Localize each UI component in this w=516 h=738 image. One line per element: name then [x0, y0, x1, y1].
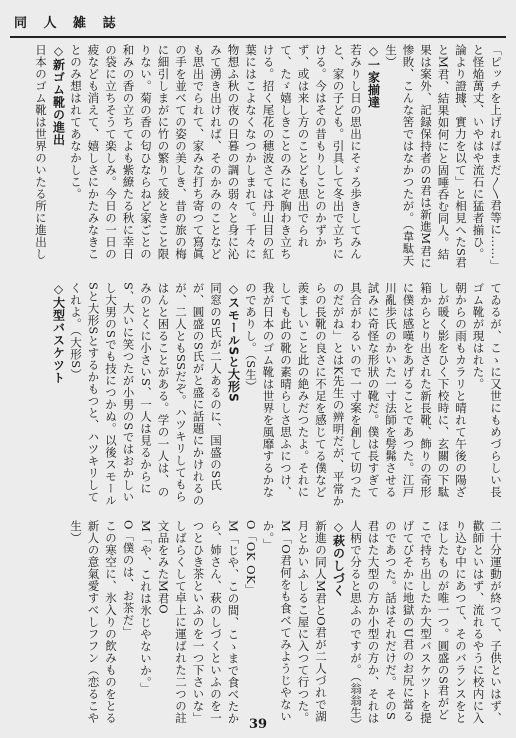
page-number: 39 — [248, 717, 268, 732]
dialogue-line: O「僕のは、お茶だ」 — [121, 520, 136, 638]
text-paragraph: 朝からの雨もカラリと晴れて午後の陽ざしが暖く影をひく下校時に、玄關の下駄箱からとり出された新長靴、飾りの奇形に僕は感嘆をあげることであつた。江戸川亂歩氏のかいた一寸法師を髣髴させる試みに奇怪な形狀の靴だ。僕は長すぎて具合がわるいので一寸案を創して切つたのだがね」とはK先生の辨明だが、平常からの長靴の良さに不足を感じてる僕など羨ましいこと此の絶みだつたよ。それにしても此の靴の素晴らしさ思ふにつけ、我が日本のゴム靴は世界を風靡するかなのでありし。（S生） — [244, 282, 468, 508]
text-paragraph: てゐるが、こゝに又世にもめづらしい長ゴム靴が現はれた。 — [471, 282, 503, 498]
section-heading: ◇一家揃達 — [366, 44, 381, 109]
text-paragraph: 二十分運動が終つて、子供といはず、歡師といはず、流れるやうに校内に入り込む中にあつて、そのバランスをとほしたものが唯一つ。圓盛のS君がどこで持ち出したか大型バスケツトを提げてびそかに地獄のU君のお尻に當るのであつた。話はそれだけだ。そのS君はた大型の方か小型の方か、それは人柄で分ると思ふのですが。（翁翁生） — [349, 520, 503, 730]
text-paragraph: しばらくして卓上に運ばれた二つの註文品をみたM君O — [156, 520, 188, 724]
dialogue-line: M「じや、この間、こゝまで食べたから、姉さん、萩のしづくといふのを一つとひき茶といふのを一つ下さいな」 — [191, 520, 241, 725]
text-paragraph: 同窓のS氏が二人あるのに、国盛のS氏が、圓盛のS氏がと盛に話題にかけれるのが、二人ともSSだぞ。ハツキリしてもらはんと困ることがある。学の一人は、のみのとくに小さいS、一人は見るからにS、大いに笑つたが小男のSではおかしいし大男のSでも技につかぬ。以後スモールSと大形Sとするかもつと、ハツキリしてくれよ。（大形S） — [69, 282, 223, 507]
text-tier-1 — [12, 44, 504, 270]
text-paragraph: 新進の同人M君とO君が二人づれで湖月とかいふしるこ屋に入つて行つた。 — [296, 520, 328, 724]
page-header: 同 人 雑 誌 — [14, 16, 122, 31]
section-heading: ◇新ゴム靴の進出 — [51, 44, 66, 146]
section-heading: ◇萩のしづく — [331, 520, 346, 597]
text-tier-2 — [12, 282, 504, 508]
text-paragraph: 「ピッチを上げればまだ〳〵君等に……」と怪焔萬丈、いやはや流石に猛者揃ひ。 — [471, 44, 503, 266]
text-column — [12, 44, 504, 270]
text-paragraph: 若みりし日の思出にそゞろ歩きしてみんと、家の子ども。引具して冬出で立ちにける。今はその昔もりしことのかずかず、或は来し方のことども思出でられて、たゞ嬉しきことのみにぞ胸わき立ちける。招く尾花の穂波さては丹山目の紅葉にはこよなくなつかしまれて。千々に物想ふ秋の夜の日暮の調の弱々と身に沁みて湧き出ければ、そのかみのことなども思出でられて、家みな打ち寄つて寫眞の手を並べての姿の美しき、昔の旅の梅に細引しまがに竹の繁りて綾ときこと限りない。菊の香の匂ひならねど家ごとの和みの香の立ちてよも紫繚たる秋に幸日の袋に立ちそうて楽しみ。今日の一日の疲なども消えて、嬉しさにかたみなきことのみ想はれてあなかしこ。 — [69, 44, 363, 260]
text-column — [12, 520, 504, 730]
dialogue-line: M「O君何をも食べてみようじやないか。」 — [261, 520, 293, 723]
dialogue-line: O「OK OK」 — [244, 520, 258, 597]
text-paragraph: この寒空に、氷入りの飲みものをとる新人の意氣愛すべしフフン（恋るこや生） — [69, 520, 118, 724]
section-heading: ◇スモールSと大形S — [226, 282, 241, 403]
text-paragraph: 日本のゴム靴は世界のいたる所に進出し — [34, 44, 48, 260]
section-heading: ◇大型バスケツト — [51, 282, 66, 384]
text-tier-3 — [12, 520, 504, 730]
text-column — [12, 282, 504, 508]
text-paragraph: 論より證據、實力を以て」と相見へたS君とM君、結果如何にと固唾呑む同人。結果は案外、記録保持者のS君は新進M君に惨敗、こんな筈ではなかつたが。（韋駄天生） — [384, 44, 468, 269]
dialogue-line: M「や、これは氷じやないか。」 — [139, 520, 153, 695]
header-rule — [10, 36, 506, 38]
